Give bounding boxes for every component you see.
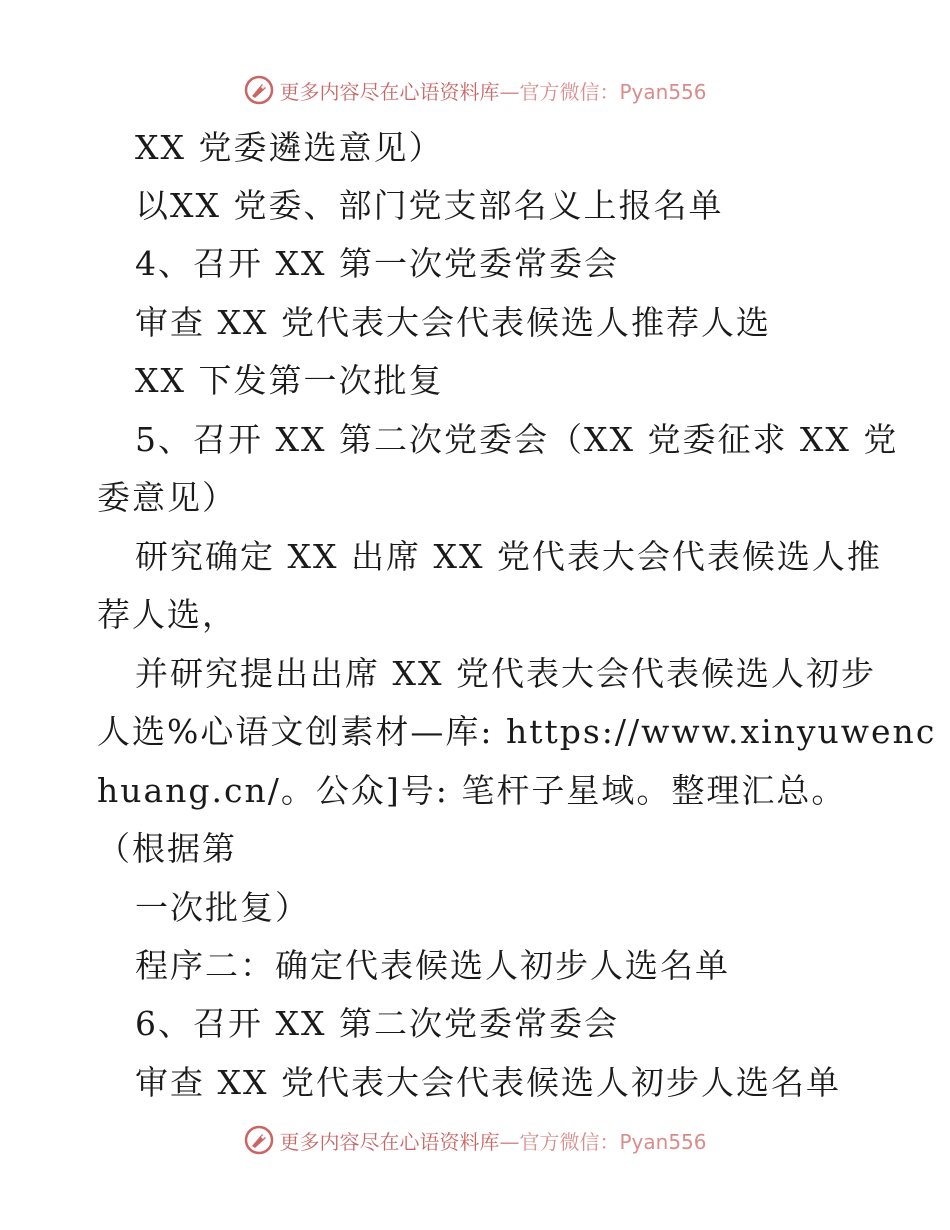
text-line: 并研究提出出席 XX 党代表大会代表候选人初步 bbox=[135, 654, 876, 693]
text-line: 荐人选， bbox=[97, 595, 237, 634]
pen-nib-icon bbox=[243, 1124, 275, 1156]
pen-nib-icon bbox=[243, 74, 275, 106]
watermark-text-id: Pyan556 bbox=[619, 1129, 707, 1154]
text-line: 一次批复） bbox=[135, 888, 310, 927]
watermark-text-main: 更多内容尽在心语资料库 bbox=[279, 79, 500, 104]
text-line: 委意见） bbox=[97, 478, 237, 517]
text-line: 4、召开 XX 第一次党委常委会 bbox=[135, 244, 619, 283]
text-line: 人选%心语文创素材—库: https://www.xinyuwenc bbox=[97, 712, 937, 751]
text-line: 程序二：确定代表候选人初步人选名单 bbox=[135, 946, 730, 985]
watermark-text-sep: —官方微信： bbox=[499, 79, 620, 104]
text-line: XX 党委遴选意见） bbox=[135, 128, 444, 167]
watermark-text-id: Pyan556 bbox=[619, 79, 707, 104]
text-line: 5、召开 XX 第二次党委会（XX 党委征求 XX 党 bbox=[135, 420, 899, 459]
header-watermark bbox=[0, 70, 950, 110]
text-line: （根据第 bbox=[97, 829, 237, 868]
text-line: 以XX 党委、部门党支部名义上报名单 bbox=[135, 186, 724, 225]
text-line: 6、召开 XX 第二次党委常委会 bbox=[135, 1004, 619, 1043]
text-line: 研究确定 XX 出席 XX 党代表大会代表候选人推 bbox=[135, 537, 882, 576]
text-line: 审查 XX 党代表大会代表候选人推荐人选 bbox=[135, 303, 771, 342]
text-line: XX 下发第一次批复 bbox=[135, 361, 444, 400]
text-line: huang.cn/。公众]号: 笔杆子星域。整理汇总。 bbox=[97, 771, 847, 810]
watermark-text-sep: —官方微信： bbox=[499, 1129, 620, 1154]
footer-watermark bbox=[0, 1120, 950, 1160]
text-line: 审查 XX 党代表大会代表候选人初步人选名单 bbox=[135, 1063, 841, 1102]
watermark-text-main: 更多内容尽在心语资料库 bbox=[279, 1129, 500, 1154]
